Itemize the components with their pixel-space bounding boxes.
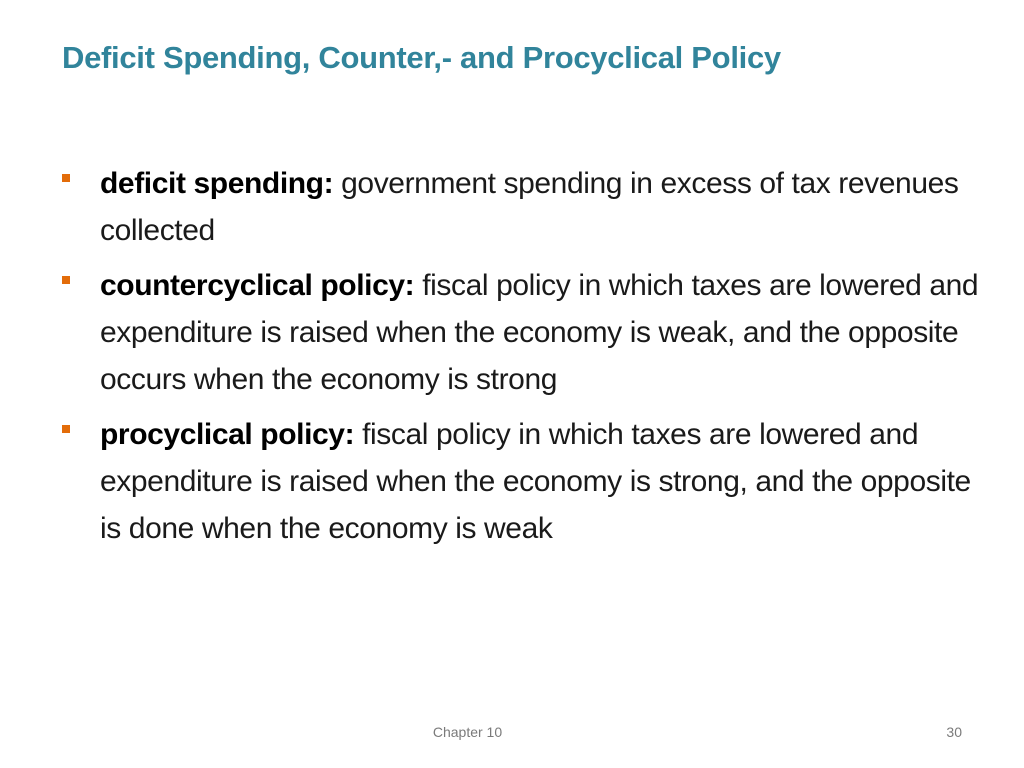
square-bullet-icon: [62, 425, 70, 433]
bullet-term: procyclical policy:: [100, 418, 355, 451]
bullet-definition: fiscal policy in which taxes are lowered and expenditure is raised when the economy is strong, and the opposite is done when the economy is weak: [100, 418, 971, 545]
bullet-term: countercyclical policy:: [100, 269, 415, 302]
square-bullet-icon: [62, 276, 70, 284]
bullet-item-countercyclical-policy: [62, 262, 997, 403]
square-bullet-icon: [62, 174, 70, 182]
bullet-item-deficit-spending: [62, 160, 997, 254]
footer-chapter-label: Chapter 10: [432, 724, 503, 740]
slide-title: Deficit Spending, Counter,- and Procyclical Policy: [62, 40, 781, 75]
bullet-term: deficit spending:: [100, 167, 334, 200]
bullet-list: [62, 160, 997, 560]
bullet-definition: fiscal policy in which taxes are lowered and expenditure is raised when the economy is weak, and the opposite occurs when the economy is strong: [100, 269, 979, 396]
bullet-definition: government spending in excess of tax revenues collected: [100, 167, 959, 247]
bullet-item-procyclical-policy: [62, 411, 997, 552]
page-number: 30: [946, 724, 962, 740]
